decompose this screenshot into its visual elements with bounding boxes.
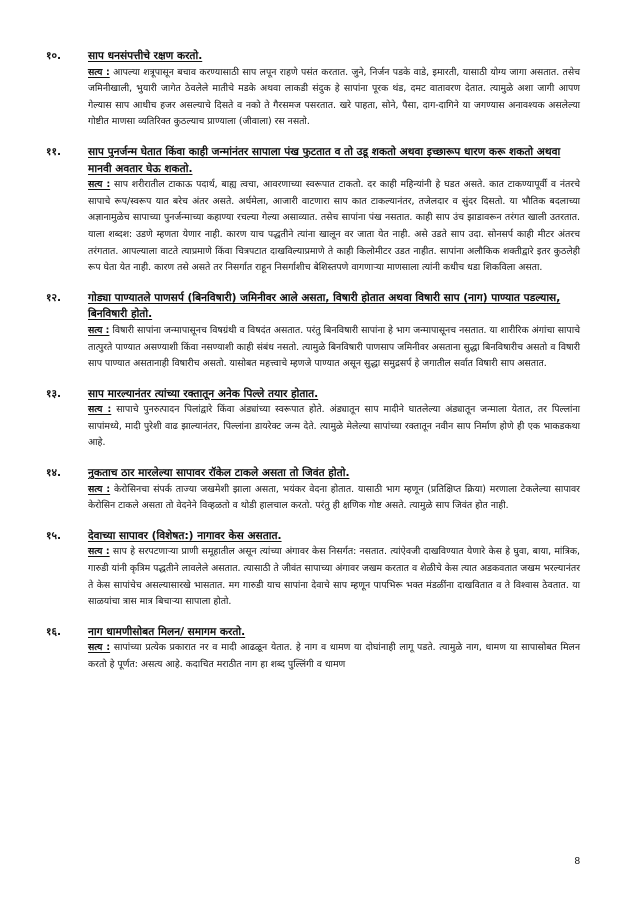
truth-paragraph xyxy=(88,402,580,452)
truth-text: साप शरीरातील टाकाऊ पदार्थ, बाह्य त्वचा, आवरणाच्या स्वरूपात टाकतो. दर काही महिन्यांनी हे घडत असते. कात टाकण्यापूर्वी व नंतरचे सापाचे रूप/स्वरूप यात बरेच अंतर असते. अर्धमेला, आजारी वाटणारा साप कात टाकल्यानंतर, तजेलदार व सुंदर दिसतो. या भौतिक बदलाच्या अज्ञानामुळेच सापाच्या पुनर्जन्माच्या कहाण्या रचल्या गेल्या असाव्यात. तसेच सापांना पंख नसतात. काही साप उंच झाडावरून तरंगत खाली उतरतात. याला शब्दश: उडणे म्हणता येणार नाही. कारण याच पद्धतीने त्यांना खालून वर जाता येत नाही. असे उडते साप उदा. सोनसर्प काही मीटर अंतरच तरंगतात. आपल्याला वाटते त्याप्रमाणे किंवा चित्रपटात दाखविल्याप्रमाणे ते काही किलोमीटर उडत नाहीत. सापांना अलौकिक शक्तीद्वारे इतर कुठलेही रूप घेता येत नाही. कारण तसे असते तर निसर्गात राहून निसर्गाशीच बेशिस्तपणे वागणाऱ्या माणसाला त्यांनी कधीच धडा शिकविला असता. xyxy=(88,179,580,274)
myth-item-10 xyxy=(46,48,581,131)
truth-text: साप हे सरपटणाऱ्या प्राणी समूहातील असून त्यांच्या अंगावर केस निसर्गत: नसतात. त्यांऐवजी दाखविण्यात येणारे केस हे घुवा, बाया, मांत्रिक, गारुडी यांनी कृत्रिम पद्धतीने लावलेले असतात. त्यासाठी ते जीवंत सापाच्या अंगावर जखम करतात व शेळीचे केस त्यात अडकवतात जखम भरल्यानंतर ते केस सापांचेच असल्यासारखे भासतात. मग गारुडी याच सापांना देवाचे साप म्हणून पापभिरू भक्त मंडळींना दाखवितात व ते विश्वास ठेवतात. या साळयांचा त्रास मात्र बिचाऱ्या सापाला होतो. xyxy=(88,546,580,608)
truth-label: सत्य : xyxy=(88,66,110,78)
item-number: १०. xyxy=(46,50,62,62)
item-content xyxy=(88,465,580,515)
truth-paragraph xyxy=(88,323,580,373)
myth-item-15 xyxy=(46,528,580,611)
truth-label: सत्य : xyxy=(88,179,111,191)
myth-item-14 xyxy=(46,465,580,515)
myth-item-13 xyxy=(46,386,581,452)
myth-heading: साप पुनर्जन्म घेतात किंवा काही जन्मांनंतर सापाला पंख फुटतात व तो उडू शकतो अथवा इच्छारूप धारण करू शकतो अथवा मानवी अवतार घेऊ शकतो. xyxy=(88,145,561,175)
myth-heading: साप धनसंपत्तीचे रक्षण करतो. xyxy=(88,50,203,62)
item-number: १६. xyxy=(46,625,62,638)
myth-item-12 xyxy=(46,290,581,373)
item-content xyxy=(88,48,580,131)
truth-text: केरोसिनचा संपर्क ताज्या जखमेशी झाला असता, भयंकर वेदना होतात. यासाठी भाग म्हणून (प्रतिक्षिप्त क्रिया) मरणाला टेकलेल्या सापावर केरोसिन टाकले असता तो वेदनेने विव्हळतो व थोडी हालचाल करतो. परंतु ही क्षणिक गोष्ट असते. त्यामुळे साप जिवंत होत नाही. xyxy=(88,483,580,512)
myth-heading: नुकताच ठार मारलेल्या सापावर रॉकेल टाकले असता तो जिवंत होतो. xyxy=(88,467,350,480)
myth-heading: नाग धामणीसोबत मिलन/ समागम करतो. xyxy=(88,625,246,638)
truth-paragraph xyxy=(88,177,580,277)
myth-heading: साप मारल्यानंतर त्यांच्या रक्तातून अनेक पिल्ले तयार होतात. xyxy=(88,387,319,400)
truth-paragraph xyxy=(88,640,580,673)
truth-paragraph xyxy=(88,482,580,515)
item-number: १५. xyxy=(46,529,62,542)
page-number: 8 xyxy=(574,856,580,867)
myth-item-11 xyxy=(46,144,580,277)
item-content xyxy=(88,386,580,452)
truth-label: सत्य : xyxy=(88,483,111,495)
myth-heading: गोड्या पाण्यातले पाणसर्प (बिनविषारी) जमिनीवर आले असता, विषारी होतात अथवा विषारी साप (नाग) पाण्यात पडल्यास, बिनविषारी होतो. xyxy=(88,291,561,321)
truth-paragraph xyxy=(88,65,580,131)
truth-text: सापांच्या प्रत्येक प्रकारात नर व मादी आढळून येतात. हे नाग व धामण या दोघांनाही लागू पडते. त्यामुळे नाग, धामण या सापासोबत मिलन करतो हे पूर्णत: असत्य आहे. कदाचित मराठीत नाग हा शब्द पुल्लिंगी व धामण xyxy=(88,642,580,670)
item-content xyxy=(88,144,580,277)
myth-item-16 xyxy=(46,624,580,674)
truth-label: सत्य : xyxy=(88,404,112,416)
truth-label: सत्य : xyxy=(88,546,110,558)
truth-text: विषारी सापांना जन्मापासूनच विषग्रंथी व विषदंत असतात. परंतु बिनविषारी सापांना हे भाग जन्मापासूनच नसतात. या शारीरिक अंगांचा सापाचे तात्पुरते पाण्यात असण्याशी किंवा नसण्याशी काही संबंध नसतो. त्यामुळे बिनविषारी पाणसाप जमिनीवर असताना सुद्धा बिनविषारीच असतो व विषारी साप पाण्यात असतानाही विषारीच असतो. यासोबत महत्त्वाचे म्हणजे पाण्यात असून सुद्धा समुद्रसर्प हे जगातील सर्वात विषारी साप असतात. xyxy=(88,324,581,370)
item-number: १२. xyxy=(46,291,62,304)
item-number: १३. xyxy=(46,387,62,400)
truth-label: सत्य : xyxy=(88,324,110,336)
item-number: ११. xyxy=(46,145,62,158)
truth-text: सापाचे पुनरुत्पादन पिलांद्वारे किंवा अंड्यांच्या स्वरूपात होते. अंड्यातून साप मादीने घातलेल्या अंड्यातून जन्माला येतात, तर पिल्लांना सापांमध्ये, मादी पुरेशी वाढ झाल्यानंतर, पिल्लांना डायरेक्ट जन्म देते. त्यामुळे मेलेल्या सापांच्या रक्तातून नवीन साप निर्माण होणे ही एक भाकडकथा आहे. xyxy=(88,404,581,449)
item-content xyxy=(88,528,580,611)
myth-heading: देवाच्या सापावर (विशेषत:) नागावर केस असतात. xyxy=(88,529,282,542)
truth-label: सत्य : xyxy=(88,642,111,654)
item-number: १४. xyxy=(46,467,62,480)
truth-text: आपल्या शत्रूपासून बचाव करण्यासाठी साप लपून राहणे पसंत करतात. जुने, निर्जन पडके वाडे, इमारती, यासाठी योग्य जागा असतात. तसेच जमिनीखाली, भुयारी जागेत ठेवलेले मातीचे मडके अथवा लाकडी संदुक हे सापांना पूरक थंड, दमट वातावरण देतात. त्यामुळे अशा जागी आपण गेल्यास साप आधीच हजर असल्याचे दिसते व नको ते गैरसमज पसरतात. खरे पाहता, सोने, पैसा, दाग-दागिने या जगण्यास अनावश्यक असलेल्या गोष्टीत माणसा व्यतिरिक्त कुठल्याच प्राण्याला (जीवाला) रस नसतो. xyxy=(88,66,581,128)
truth-paragraph xyxy=(88,544,580,610)
item-content xyxy=(88,290,580,373)
item-content xyxy=(88,624,580,674)
